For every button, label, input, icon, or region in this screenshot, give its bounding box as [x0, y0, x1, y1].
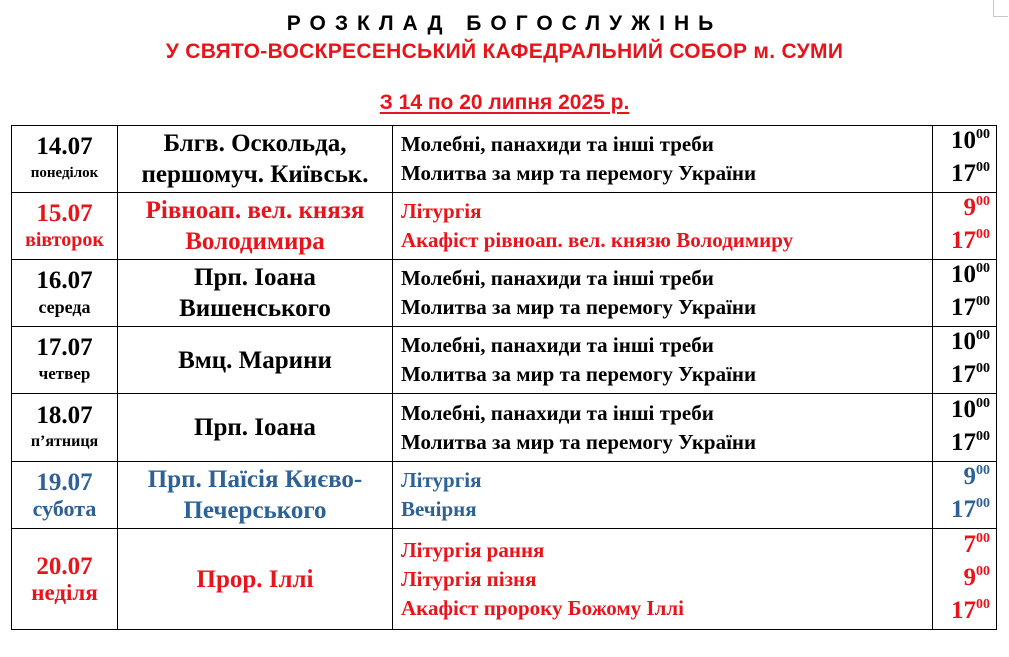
schedule-row	[12, 462, 997, 529]
times-cell	[933, 529, 997, 630]
time-minutes: 00	[976, 563, 990, 579]
service-time	[933, 327, 990, 360]
service-time	[933, 226, 990, 259]
service-time	[933, 462, 990, 495]
weekday-text: неділя	[31, 580, 98, 605]
time-hour: 10	[951, 395, 976, 423]
time-hour: 9	[963, 194, 976, 221]
service-item: Акафіст пророку Божому Іллі	[401, 595, 684, 620]
date-cell	[12, 193, 118, 260]
service-item: Літургія рання	[401, 537, 545, 562]
service-time	[933, 530, 990, 563]
services-cell	[393, 529, 933, 630]
saint-line: Прор. Іллі	[196, 565, 314, 593]
saint-line: Прп. Іоана	[194, 264, 316, 291]
service-time	[933, 495, 990, 528]
service-item: Акафіст рівноап. вел. князю Володимиру	[401, 228, 794, 252]
time-hour: 10	[951, 127, 976, 154]
times-cell	[933, 394, 997, 462]
time-hour: 9	[963, 463, 976, 490]
saint-line: Прп. Іоана	[194, 414, 316, 441]
saint-cell	[118, 529, 393, 630]
weekday-text: четвер	[38, 364, 91, 383]
date-cell	[12, 126, 118, 193]
service-time	[933, 193, 990, 226]
saint-cell	[118, 126, 393, 193]
date-cell	[12, 529, 118, 630]
saint-line: Блгв. Оскольда,	[163, 130, 347, 157]
times-cell	[933, 462, 997, 529]
service-item: Літургія	[401, 468, 482, 492]
service-time	[933, 260, 990, 293]
cathedral-subtitle: У СВЯТО-ВОСКРЕСЕНСЬКИЙ КАФЕДРАЛЬНИЙ СОБОР м. СУМИ	[165, 40, 844, 63]
weekday-text: субота	[32, 496, 97, 521]
times-cell	[933, 260, 997, 327]
schedule-row	[12, 260, 997, 327]
service-item: Молитва за мир та перемогу України	[401, 161, 757, 185]
schedule-row	[12, 327, 997, 394]
time-hour: 17	[951, 227, 976, 254]
page-corner-mark	[993, 0, 1008, 17]
times-cell	[933, 126, 997, 193]
time-minutes: 00	[976, 395, 990, 411]
time-hour: 17	[951, 428, 976, 456]
service-time	[933, 563, 990, 596]
services-cell	[393, 394, 933, 462]
time-minutes: 00	[976, 194, 990, 209]
service-time	[933, 360, 990, 393]
time-minutes: 00	[976, 428, 990, 444]
schedule-row	[12, 126, 997, 193]
service-time	[933, 293, 990, 326]
services-cell	[393, 260, 933, 327]
time-minutes: 00	[976, 361, 990, 376]
weekday-text: вівторок	[25, 229, 104, 251]
services-cell	[393, 193, 933, 260]
saint-line: Рівноап. вел. князя	[145, 197, 365, 224]
service-time	[933, 428, 990, 461]
time-minutes: 00	[976, 530, 990, 546]
schedule-row	[12, 394, 997, 462]
time-hour: 17	[951, 596, 976, 624]
time-minutes: 00	[976, 328, 990, 343]
weekday-text: понеділок	[30, 165, 99, 181]
saint-line: Прп. Паїсія Києво-	[147, 466, 363, 493]
time-minutes: 00	[976, 463, 990, 478]
time-minutes: 00	[976, 261, 990, 276]
service-item: Вечірня	[401, 497, 477, 521]
time-hour: 7	[963, 530, 976, 558]
service-time	[933, 596, 990, 629]
schedule-row	[12, 193, 997, 260]
date-cell	[12, 260, 118, 327]
service-time	[933, 159, 990, 192]
weekday-text: п’ятниця	[30, 432, 99, 450]
date-text: 19.07	[36, 469, 93, 496]
saint-cell	[118, 260, 393, 327]
service-item: Молитва за мир та перемогу України	[401, 362, 757, 386]
saint-line: Вишенського	[179, 295, 331, 322]
saint-line: Володимира	[185, 228, 325, 255]
time-minutes: 00	[976, 127, 990, 142]
service-item: Літургія	[401, 199, 482, 223]
date-text: 15.07	[36, 200, 93, 227]
schedule-title: РОЗКЛАД БОГОСЛУЖІНЬ	[286, 12, 723, 35]
times-cell	[933, 327, 997, 394]
saint-cell	[118, 394, 393, 462]
schedule-row	[12, 529, 997, 630]
service-time	[933, 395, 990, 428]
service-item: Літургія пізня	[401, 566, 537, 591]
service-item: Молитва за мир та перемогу України	[401, 295, 757, 319]
service-item: Молебні, панахиди та інші треби	[401, 400, 714, 425]
time-minutes: 00	[976, 160, 990, 175]
saint-line: Печерського	[183, 497, 327, 524]
date-cell	[12, 394, 118, 462]
date-text: 17.07	[36, 334, 93, 361]
services-cell	[393, 126, 933, 193]
date-text: 14.07	[36, 133, 93, 160]
schedule-table	[11, 125, 997, 630]
time-hour: 17	[951, 496, 976, 523]
time-hour: 17	[951, 160, 976, 187]
saint-cell	[118, 462, 393, 529]
service-item: Молебні, панахиди та інші треби	[401, 132, 714, 156]
time-hour: 10	[951, 328, 976, 355]
date-text: 16.07	[36, 267, 93, 294]
time-hour: 17	[951, 361, 976, 388]
saint-line: першомуч. Київськ.	[141, 161, 369, 188]
service-item: Молебні, панахиди та інші треби	[401, 266, 714, 290]
time-minutes: 00	[976, 227, 990, 242]
time-minutes: 00	[976, 496, 990, 511]
saint-line: Вмц. Марини	[178, 346, 332, 374]
date-cell	[12, 327, 118, 394]
services-cell	[393, 327, 933, 394]
date-text: 20.07	[36, 553, 93, 580]
schedule-period: З 14 по 20 липня 2025 р.	[379, 91, 630, 114]
services-cell	[393, 462, 933, 529]
time-minutes: 00	[976, 596, 990, 612]
service-time	[933, 126, 990, 159]
time-hour: 17	[951, 294, 976, 321]
date-text: 18.07	[36, 401, 93, 429]
saint-cell	[118, 327, 393, 394]
weekday-text: середа	[38, 297, 91, 317]
times-cell	[933, 193, 997, 260]
time-minutes: 00	[976, 294, 990, 309]
time-hour: 9	[963, 563, 976, 591]
saint-cell	[118, 193, 393, 260]
service-item: Молитва за мир та перемогу України	[401, 429, 757, 454]
service-item: Молебні, панахиди та інші треби	[401, 333, 714, 357]
date-cell	[12, 462, 118, 529]
time-hour: 10	[951, 261, 976, 288]
